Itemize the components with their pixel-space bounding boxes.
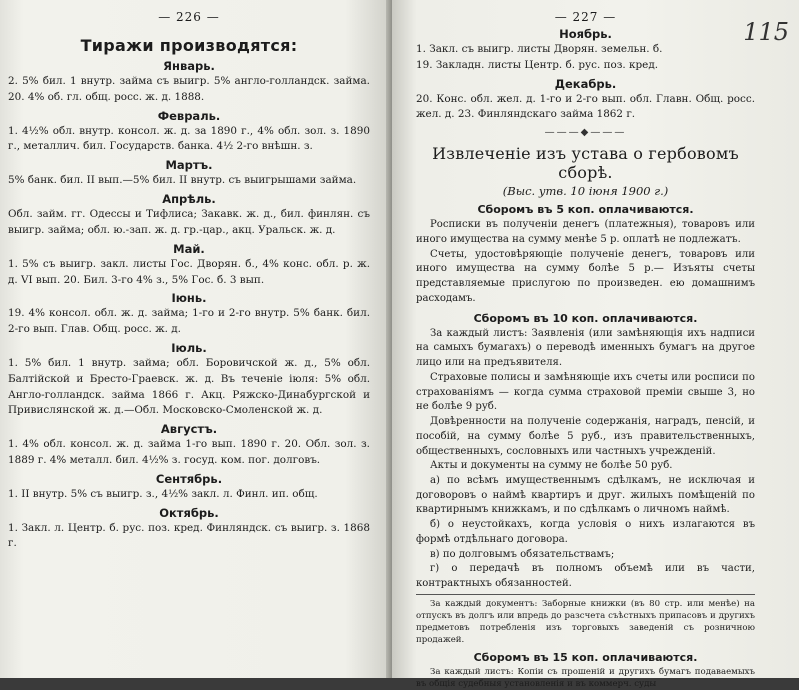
fee-paragraph: Росписки въ полученіи денегъ (платежныя), товаровъ или иного имущества на сумму менѣе 5 р. оплатѣ не подлежатъ. (416, 219, 755, 245)
right-page-number: — 227 — (554, 10, 617, 24)
month-heading: Январь. (163, 59, 215, 73)
fee-paragraph: Страховые полисы и замѣняющіе ихъ счеты или росписи по страхованіямъ — когда сумма страховой преміи свыше 3, но не болѣе 9 руб. (416, 371, 755, 413)
section-rule (416, 594, 755, 595)
month-heading: Мартъ. (165, 158, 213, 173)
month-entry: 1. 5% съ выигр. закл. листы Гос. Дворян. б., 4% конс. обл. р. ж. д. VI вып. 20. Бил. 3-го 4% з., 5% Гос. б. 3 вып. (8, 257, 370, 286)
left-page (0, 0, 392, 678)
month-entry: 1. II внутр. 5% съ выигр. з., 4½% закл. л. Финл. ип. общ. (8, 487, 318, 500)
extract-title: Извлеченіе изъ устава о гербовомъ сборѣ. (432, 144, 739, 183)
month-entry: 1. 5% бил. 1 внутр. займа; обл. Боровичской ж. д., 5% обл. Балтійской и Бресто-Граевск. ж. д. Въ теченіе іюля: 5% обл. Англо-голландск. займа 1866 г. Акц. Ряжско-Динабургской и Привислянской ж. д.—Обл. Московско-Смоленской ж. д. (8, 356, 370, 417)
fee-paragraph: Довѣренности на полученіе содержанія, наградъ, пенсій, и пособій, на сумму болѣе 5 руб., изъ правительственныхъ, общественныхъ, сословныхъ или частныхъ учрежденій. (416, 416, 755, 457)
fee-heading: Сборомъ въ 5 коп. оплачиваются. (477, 203, 694, 217)
fee-heading: Сборомъ въ 15 коп. оплачиваются. (473, 651, 698, 664)
month-heading: Сентябрь. (155, 471, 223, 486)
month-entry: 19. Закладн. листы Центр. б. рус. поз. кред. (416, 58, 659, 71)
month-entry: 19. 4% консол. обл. ж. д. займа; 1-го и 2-го внутр. 5% банк. бил. 2-го вып. Глав. Общ. росс. ж. д. (8, 307, 370, 336)
fee-paragraph: в) по долговымъ обязательствамъ; (430, 548, 615, 560)
month-entry: 5% банк. бил. II вып.—5% бил. II внутр. съ выигрышами займа. (8, 174, 357, 187)
right-page (392, 0, 799, 690)
month-entry: 2. 5% бил. 1 внутр. займа съ выигр. 5% англо-голландск. займа. 20. 4% об. гл. общ. росс. ж. д. 1888. (8, 75, 370, 103)
month-heading: Апрѣль. (162, 192, 216, 207)
month-entry: 1. Закл. л. Центр. б. рус. поз. кред. Финляндск. съ выигр. з. 1868 г. (8, 521, 370, 550)
month-entry: 1. Закл. съ выигр. листы Дворян. земельн. б. (416, 43, 663, 55)
month-heading: Февраль. (157, 108, 221, 123)
fee-small-paragraph: За каждый листъ: Копіи съ прошеній и другихъ бумагъ подаваемыхъ въ общія судебныя установленія и въ коммерч. суды (416, 667, 755, 690)
month-heading: Ноябрь. (559, 27, 612, 41)
fee-paragraph: Акты и документы на сумму не болѣе 50 руб. (430, 460, 673, 472)
month-heading: Май. (173, 241, 205, 256)
fee-small-paragraph: За каждый документъ: Заборные книжки (въ 80 стр. или менѣе) на отпускъ въ долгъ или впредь до разсчета съѣстныхъ припасовъ и другихъ предметовъ потребленія изъ торговыхъ заведеній съ розничною продажей. (416, 598, 755, 645)
fee-paragraph: Счеты, удостовѣряющіе полученіе денегъ, товаровъ или иного имущества на сумму болѣе 5 р.— Изъяты счеты представляемые прислугою по произведен. ею домашнимъ расходамъ. (416, 248, 755, 304)
handwritten-number: 115 (743, 18, 789, 46)
fee-paragraph: а) по всѣмъ имущественнымъ сдѣлкамъ, не исключая и договоровъ о наймѣ квартиръ и друг. жилыхъ помѣщеній по квартирнымъ книжкамъ, и по сдѣлкамъ о личномъ наймѣ. (416, 475, 755, 516)
month-heading: Іюнь. (171, 291, 207, 306)
month-heading: Октябрь. (159, 505, 219, 520)
fee-paragraph: г) о передачѣ въ полномъ объемѣ или въ части, контрактныхъ обязанностей. (416, 563, 755, 590)
fee-paragraph: б) о неустойкахъ, когда условія о нихъ излагаются въ формѣ отдѣльнаго договора. (416, 519, 755, 545)
month-entry: 1. 4½% обл. внутр. консол. ж. д. за 1890 г., 4% обл. зол. з. 1890 г., металлич. бил. Государств. банка. 4½ 2-го внѣшн. з. (8, 124, 370, 153)
left-page-number: — 226 — (158, 10, 220, 24)
month-entry: 20. Конс. обл. жел. д. 1-го и 2-го вып. обл. Главн. Общ. росс. жел. д. 23. Финляндскаго займа 1862 г. (416, 92, 755, 121)
month-entry: 1. 4% обл. консол. ж. д. займа 1-го вып. 1890 г. 20. Обл. зол. з. 1889 г. 4% металл. бил. 4½% з. госуд. ком. пог. долговъ. (8, 438, 370, 466)
extract-subtitle: (Выс. утв. 10 іюня 1900 г.) (502, 184, 669, 199)
ornament-divider: ———◆——— (544, 127, 627, 139)
fee-paragraph: За каждый листъ: Заявленія (или замѣняющія ихъ надписи на самыхъ бумагахъ) о переводѣ именныхъ бумагъ на другое лицо или на предъявителя. (416, 327, 755, 369)
fee-heading: Сборомъ въ 10 коп. оплачиваются. (473, 311, 698, 325)
month-heading: Августъ. (160, 422, 218, 437)
draws-title: Тиражи производятся: (80, 36, 298, 55)
month-entry: Обл. займ. гг. Одессы и Тифлиса; Закавк. ж. д., бил. финлян. съ выигр. займа; обл. ю.-зап. ж. д. гр.-цар., акц. Уральск. ж. д. (8, 208, 370, 236)
month-heading: Іюль. (171, 340, 207, 355)
month-heading: Декабрь. (554, 76, 617, 91)
